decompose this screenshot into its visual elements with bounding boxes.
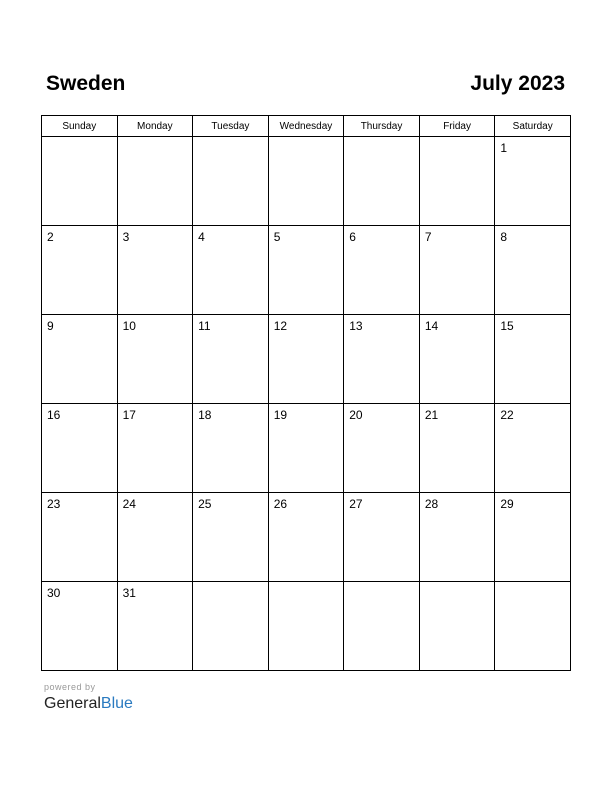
day-number: 14 <box>424 319 439 333</box>
day-cell <box>268 137 344 226</box>
powered-by-text: powered by <box>44 682 96 692</box>
day-cell <box>268 582 344 671</box>
day-number: 2 <box>47 230 54 244</box>
calendar-grid <box>41 115 571 671</box>
day-cell <box>344 582 420 671</box>
day-number: 8 <box>500 230 508 244</box>
weekday-header-monday: Monday <box>117 116 193 137</box>
day-number: 7 <box>424 230 432 244</box>
day-cell <box>193 493 269 582</box>
day-cell <box>344 493 420 582</box>
day-number: 19 <box>273 408 288 422</box>
day-cell <box>193 315 269 404</box>
day-number <box>42 137 117 141</box>
day-number: 20 <box>349 408 363 422</box>
weekday-header-saturday: Saturday <box>495 116 571 137</box>
day-number <box>344 137 419 141</box>
day-cell <box>117 315 193 404</box>
day-number: 16 <box>47 408 61 422</box>
day-number <box>193 137 268 141</box>
day-number: 11 <box>198 319 211 333</box>
weekday-header-tuesday: Tuesday <box>193 116 269 137</box>
day-cell <box>344 226 420 315</box>
day-cell <box>495 226 571 315</box>
day-cell <box>42 582 118 671</box>
day-cell <box>193 582 269 671</box>
day-number <box>193 582 268 586</box>
day-cell <box>419 493 495 582</box>
day-cell <box>193 226 269 315</box>
weekday-header-sunday: Sunday <box>42 116 118 137</box>
day-cell <box>42 493 118 582</box>
day-number: 4 <box>198 230 205 244</box>
day-number: 29 <box>500 497 514 511</box>
weekday-header-wednesday: Wednesday <box>268 116 344 137</box>
day-cell <box>344 137 420 226</box>
day-cell <box>42 226 118 315</box>
day-cell <box>419 315 495 404</box>
day-number: 22 <box>500 408 514 422</box>
generalblue-logo[interactable] <box>44 694 133 714</box>
weekday-header-row <box>42 116 571 137</box>
day-cell <box>268 404 344 493</box>
day-cell <box>419 404 495 493</box>
day-number: 1 <box>500 141 508 155</box>
day-number: 18 <box>198 408 212 422</box>
footer-branding <box>44 682 133 714</box>
week-row <box>42 137 571 226</box>
day-number <box>420 137 495 141</box>
day-cell <box>193 404 269 493</box>
week-row <box>42 493 571 582</box>
day-number: 31 <box>122 586 136 600</box>
day-cell <box>42 404 118 493</box>
day-cell <box>268 493 344 582</box>
day-cell <box>344 315 420 404</box>
day-number: 24 <box>122 497 136 511</box>
day-cell <box>42 315 118 404</box>
day-number: 21 <box>424 408 439 422</box>
day-cell <box>419 226 495 315</box>
day-cell <box>344 404 420 493</box>
day-number: 15 <box>500 319 514 333</box>
month-year-title: July 2023 <box>470 72 565 95</box>
brand-name-general: General <box>44 695 101 712</box>
day-number: 12 <box>273 319 288 333</box>
week-row <box>42 226 571 315</box>
weekday-header-friday: Friday <box>419 116 495 137</box>
day-number <box>118 137 193 141</box>
week-row <box>42 582 571 671</box>
day-number: 27 <box>349 497 363 511</box>
day-number: 5 <box>273 230 281 244</box>
day-cell <box>495 493 571 582</box>
day-cell <box>117 404 193 493</box>
day-cell <box>268 226 344 315</box>
day-cell <box>419 582 495 671</box>
day-number <box>495 582 570 586</box>
week-row <box>42 315 571 404</box>
day-number: 10 <box>122 319 136 333</box>
day-number <box>269 582 344 586</box>
week-row <box>42 404 571 493</box>
day-cell <box>495 315 571 404</box>
day-cell <box>117 137 193 226</box>
day-number: 17 <box>122 408 136 422</box>
day-cell <box>117 226 193 315</box>
day-cell <box>495 404 571 493</box>
day-cell <box>117 493 193 582</box>
day-number: 30 <box>47 586 61 600</box>
day-number <box>420 582 495 586</box>
day-number: 13 <box>349 319 363 333</box>
day-cell <box>117 582 193 671</box>
day-number: 23 <box>47 497 61 511</box>
day-number: 6 <box>349 230 356 244</box>
weekday-header-thursday: Thursday <box>344 116 420 137</box>
day-cell <box>42 137 118 226</box>
day-number <box>269 137 344 141</box>
day-number <box>344 582 419 586</box>
day-number: 9 <box>47 319 54 333</box>
day-cell <box>193 137 269 226</box>
country-title: Sweden <box>46 72 126 95</box>
day-number: 25 <box>198 497 212 511</box>
day-number: 28 <box>424 497 439 511</box>
day-cell <box>495 137 571 226</box>
brand-name-blue: Blue <box>100 695 133 712</box>
day-number: 26 <box>273 497 288 511</box>
day-number: 3 <box>122 230 130 244</box>
day-cell <box>419 137 495 226</box>
day-cell <box>268 315 344 404</box>
day-cell <box>495 582 571 671</box>
